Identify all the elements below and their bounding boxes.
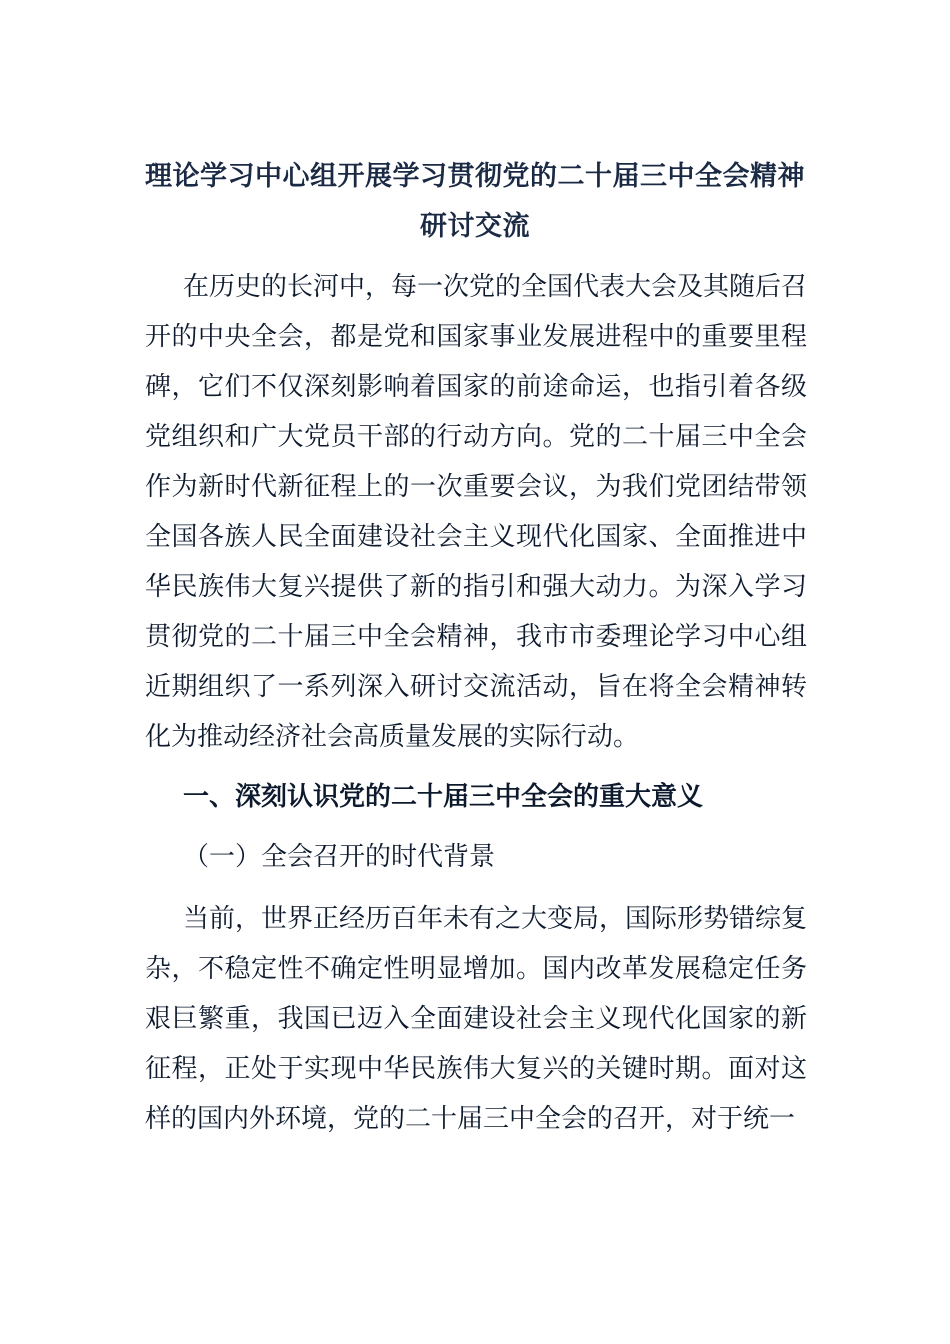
intro-paragraph: 在历史的长河中，每一次党的全国代表大会及其随后召开的中央全会，都是党和国家事业发展进程中的重要里程碑，它们不仅深刻影响着国家的前途命运，也指引着各级党组织和广大党员干部的行动方向。党的二十届三中全会作为新时代新征程上的一次重要会议，为我们党团结带领全国各族人民全面建设社会主义现代化国家、全面推进中华民族伟大复兴提供了新的指引和强大动力。为深入学习贯彻党的二十届三中全会精神，我市市委理论学习中心组近期组织了一系列深入研讨交流活动，旨在将全会精神转化为推动经济社会高质量发展的实际行动。 [145,272,808,752]
subsection-paragraph: 当前，世界正经历百年未有之大变局，国际形势错综复杂，不稳定性不确定性明显增加。国内改革发展稳定任务艰巨繁重，我国已迈入全面建设社会主义现代化国家的新征程，正处于实现中华民族伟大复兴的关键时期。面对这样的国内外环境，党的二十届三中全会的召开，对于统一 [145,904,808,1134]
subsection-heading: （一）全会召开的时代背景 [183,842,496,872]
section-heading: 一、深刻认识党的二十届三中全会的重大意义 [183,782,704,812]
document-title: 理论学习中心组开展学习贯彻党的二十届三中全会精神研讨交流 [145,161,805,242]
